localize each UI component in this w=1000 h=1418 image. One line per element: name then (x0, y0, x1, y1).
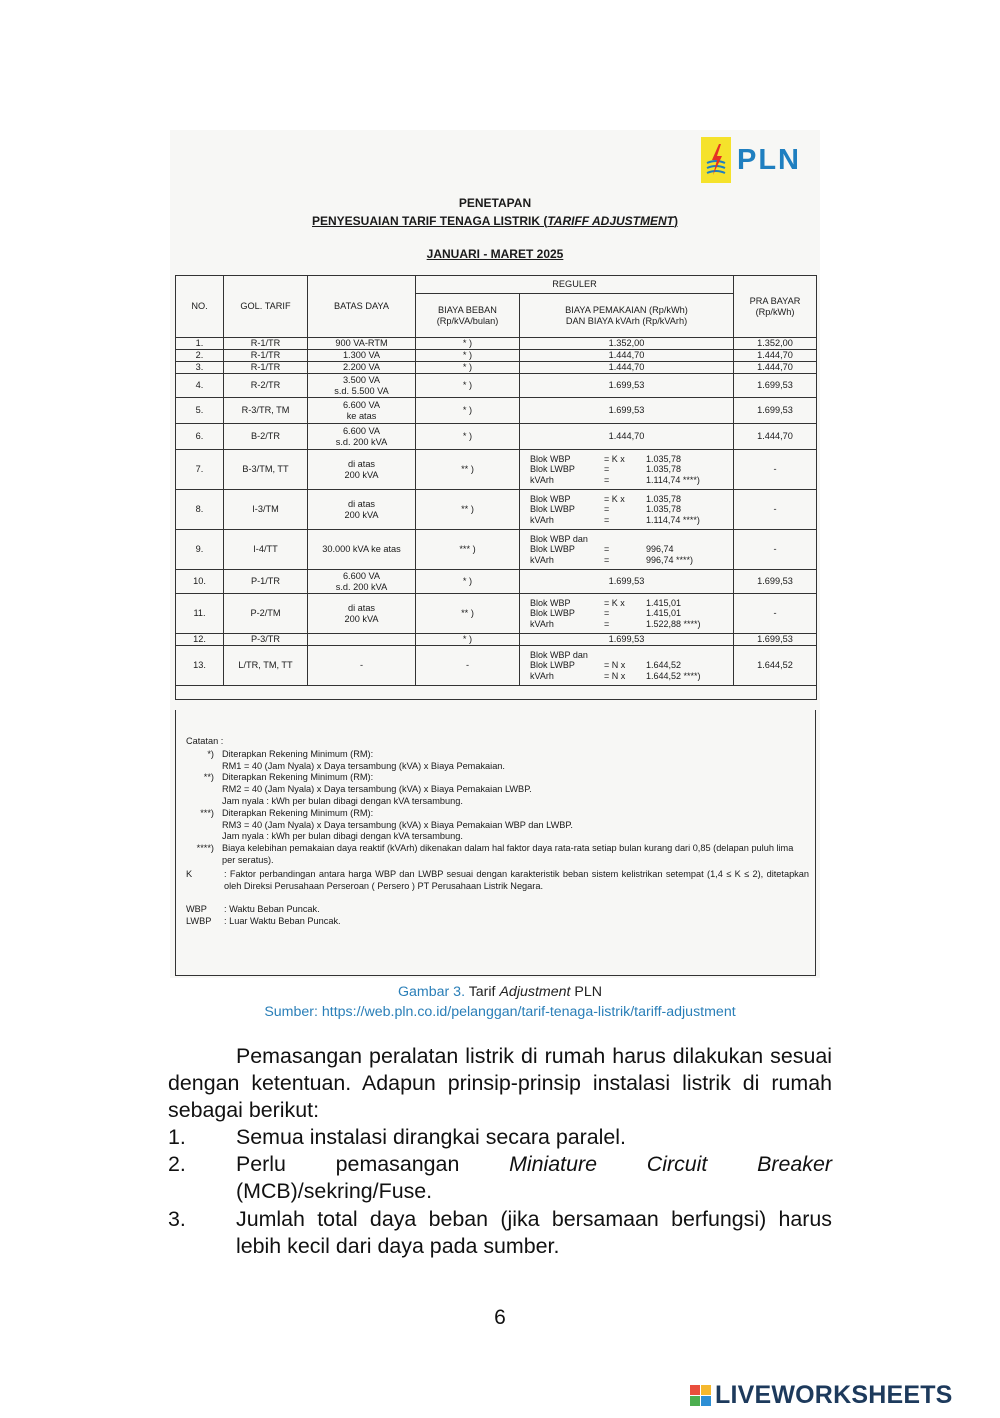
figure-subtitle: PENYESUAIAN TARIF TENAGA LISTRIK (TARIFF ADJUSTMENT) (312, 214, 678, 228)
cell-beban: * ) (416, 424, 520, 450)
cell-prabayar: - (734, 450, 817, 490)
body-paragraph: Pemasangan peralatan listrik di rumah harus dilakukan sesuai dengan ketentuan. Adapun prinsip-prinsip instalasi listrik di rumah sebagai berikut: (168, 1044, 832, 1123)
col-header-gol: GOL. TARIF (224, 276, 308, 338)
cell-beban: ** ) (416, 594, 520, 634)
col-header-batas: BATAS DAYA (308, 276, 416, 338)
table-row (176, 646, 817, 686)
figure-source: Sumber: https://web.pln.co.id/pelanggan/tarif-tenaga-listrik/tariff-adjustment (264, 1004, 736, 1020)
pln-logo (701, 136, 827, 184)
cell-pemakaian: 1.699,53 (520, 570, 734, 594)
cell-batas: 1.300 VA (308, 350, 416, 362)
principles-list (168, 1124, 832, 1260)
cell-beban: * ) (416, 570, 520, 594)
cell-prabayar: - (734, 530, 817, 570)
cell-gol: P-3/TR (224, 634, 308, 646)
note-3: ***) Diterapkan Rekening Minimum (RM): RM3 = 40 (Jam Nyala) x Daya tersambung (kVA) x Biaya Pemakaian WBP dan LWBP. Jam nyala : kWh per bulan dibagi dengan kVA tersambung. (200, 807, 573, 842)
cell-no: 7. (176, 450, 224, 490)
cell-gol: R-2/TR (224, 374, 308, 398)
notes-section (175, 710, 816, 976)
pln-logo-text: PLN (737, 143, 801, 176)
table-row (176, 424, 817, 450)
cell-no: 8. (176, 490, 224, 530)
cell-beban: * ) (416, 398, 520, 424)
table-row (176, 338, 817, 350)
cell-batas: di atas 200 kVA (308, 490, 416, 530)
cell-batas: 3.500 VA s.d. 5.500 VA (308, 374, 416, 398)
cell-pemakaian: 1.699,53 (520, 634, 734, 646)
cell-pemakaian: 1.699,53 (520, 398, 734, 424)
cell-gol: L/TR, TM, TT (224, 646, 308, 686)
cell-gol: P-2/TM (224, 594, 308, 634)
note-wbp: WBP : Waktu Beban Puncak. (186, 904, 320, 915)
table-row (176, 374, 817, 398)
cell-gol: B-2/TR (224, 424, 308, 450)
cell-batas: - (308, 646, 416, 686)
tariff-table (175, 275, 817, 700)
cell-no: 2. (176, 350, 224, 362)
cell-no: 13. (176, 646, 224, 686)
cell-pemakaian-blok: Blok WBP = K x 1.415,01 Blok LWBP = 1.415,01 kVArh = 1.522,88 ****) (520, 594, 734, 634)
cell-prabayar: 1.699,53 (734, 570, 817, 594)
cell-batas: di atas 200 kVA (308, 450, 416, 490)
cell-no: 12. (176, 634, 224, 646)
cell-beban: * ) (416, 362, 520, 374)
cell-batas: 6.600 VA s.d. 200 kVA (308, 424, 416, 450)
col-header-prabayar: PRA BAYAR (Rp/kWh) (734, 276, 817, 338)
table-row (176, 350, 817, 362)
cell-prabayar: 1.444,70 (734, 350, 817, 362)
cell-beban: *** ) (416, 530, 520, 570)
note-2: **) Diterapkan Rekening Minimum (RM): RM2 = 40 (Jam Nyala) x Daya tersambung (kVA) x Biaya Pemakaian LWBP. Jam nyala : kWh per bulan dibagi dengan kVA tersambung. (203, 772, 532, 806)
cell-gol: B-3/TM, TT (224, 450, 308, 490)
cell-gol: R-1/TR (224, 338, 308, 350)
cell-batas: 900 VA-RTM (308, 338, 416, 350)
note-4: ****) Biaya kelebihan pemakaian daya reaktif (kVArh) dikenakan dalam hal faktor daya rata-rata setiap bulan kurang dari 0,85 (delapan puluh lima per seratus). (196, 843, 794, 865)
col-header-pemakaian: BIAYA PEMAKAIAN (Rp/kWh) DAN BIAYA kVArh (Rp/kVArh) (520, 294, 734, 338)
cell-no: 5. (176, 398, 224, 424)
table-row (176, 398, 817, 424)
col-header-no: NO. (176, 276, 224, 338)
note-1: *) Diterapkan Rekening Minimum (RM): RM1 = 40 (Jam Nyala) x Daya tersambung (kVA) x Biaya Pemakaian. (207, 748, 505, 771)
cell-no: 11. (176, 594, 224, 634)
cell-pemakaian-blok: Blok WBP dan Blok LWBP = 996,74 kVArh = 996,74 ****) (520, 530, 734, 570)
cell-prabayar: - (734, 490, 817, 530)
cell-no: 4. (176, 374, 224, 398)
tariff-table-body (176, 338, 817, 700)
cell-pemakaian: 1.699,53 (520, 374, 734, 398)
cell-gol: P-1/TR (224, 570, 308, 594)
pln-lightning-icon (701, 137, 731, 183)
liveworksheets-logo-icon (690, 1385, 711, 1406)
notes-heading: Catatan : (186, 736, 224, 746)
table-spacer-row (176, 686, 817, 700)
cell-no: 10. (176, 570, 224, 594)
cell-gol: I-3/TM (224, 490, 308, 530)
cell-batas: 2.200 VA (308, 362, 416, 374)
cell-no: 3. (176, 362, 224, 374)
cell-beban: * ) (416, 374, 520, 398)
cell-batas (308, 634, 416, 646)
cell-pemakaian-blok: Blok WBP = K x 1.035,78 Blok LWBP = 1.035,78 kVArh = 1.114,74 ****) (520, 490, 734, 530)
cell-gol: I-4/TT (224, 530, 308, 570)
cell-prabayar: 1.444,70 (734, 362, 817, 374)
cell-batas: 6.600 VA ke atas (308, 398, 416, 424)
cell-pemakaian: 1.444,70 (520, 424, 734, 450)
figure-title: PENETAPAN (458, 196, 532, 210)
note-lwbp: LWBP : Luar Waktu Beban Puncak. (186, 916, 341, 927)
cell-batas: 6.600 VA s.d. 200 kVA (308, 570, 416, 594)
cell-pemakaian-blok: Blok WBP = K x 1.035,78 Blok LWBP = 1.035,78 kVArh = 1.114,74 ****) (520, 450, 734, 490)
table-row (176, 634, 817, 646)
cell-prabayar: 1.644,52 (734, 646, 817, 686)
list-item: 3. Jumlah total daya beban (jika bersamaan berfungsi) harus lebih kecil dari daya pada sumber. (168, 1206, 832, 1258)
table-row (176, 570, 817, 594)
figure-period: JANUARI - MARET 2025 (426, 247, 564, 261)
cell-pemakaian: 1.444,70 (520, 362, 734, 374)
cell-pemakaian: 1.352,00 (520, 338, 734, 350)
cell-prabayar: 1.352,00 (734, 338, 817, 350)
col-header-reguler: REGULER (416, 276, 734, 294)
cell-no: 6. (176, 424, 224, 450)
cell-beban: - (416, 646, 520, 686)
page-number: 6 (494, 1306, 506, 1329)
list-item: 1. Semua instalasi dirangkai secara paralel. (168, 1125, 626, 1149)
figure-caption: Gambar 3. Tarif Adjustment PLN (397, 984, 603, 1000)
cell-beban: * ) (416, 350, 520, 362)
note-k: K : Faktor perbandingan antara harga WBP dan LWBP sesuai dengan karakteristik beban sistem kelistrikan setempat (1,4 ≤ K ≤ 2), ditetapkan oleh Direksi Perusahaan Perseroan ( Persero ) PT Perusahaan Listrik Negara. (186, 868, 809, 891)
table-row (176, 530, 817, 570)
cell-prabayar: 1.444,70 (734, 424, 817, 450)
cell-no: 1. (176, 338, 224, 350)
cell-pemakaian: 1.444,70 (520, 350, 734, 362)
table-row (176, 450, 817, 490)
cell-gol: R-1/TR (224, 362, 308, 374)
cell-beban: * ) (416, 338, 520, 350)
cell-beban: * ) (416, 634, 520, 646)
col-header-beban: BIAYA BEBAN (Rp/kVA/bulan) (416, 294, 520, 338)
liveworksheets-watermark[interactable] (690, 1380, 953, 1410)
cell-prabayar: 1.699,53 (734, 634, 817, 646)
cell-prabayar: - (734, 594, 817, 634)
cell-beban: ** ) (416, 450, 520, 490)
cell-gol: R-1/TR (224, 350, 308, 362)
cell-no: 9. (176, 530, 224, 570)
cell-prabayar: 1.699,53 (734, 398, 817, 424)
table-row (176, 490, 817, 530)
cell-batas: di atas 200 kVA (308, 594, 416, 634)
table-row (176, 362, 817, 374)
cell-gol: R-3/TR, TM (224, 398, 308, 424)
cell-batas: 30.000 kVA ke atas (308, 530, 416, 570)
cell-prabayar: 1.699,53 (734, 374, 817, 398)
list-item: 2. Perlu pemasangan Miniature Circuit Breaker (MCB)/sekring/Fuse. (168, 1152, 832, 1204)
cell-pemakaian-blok: Blok WBP dan Blok LWBP = N x 1.644,52 kVArh = N x 1.644,52 ****) (520, 646, 734, 686)
tariff-figure (170, 130, 820, 978)
table-row (176, 594, 817, 634)
cell-beban: ** ) (416, 490, 520, 530)
liveworksheets-text: LIVEWORKSHEETS (715, 1380, 953, 1409)
